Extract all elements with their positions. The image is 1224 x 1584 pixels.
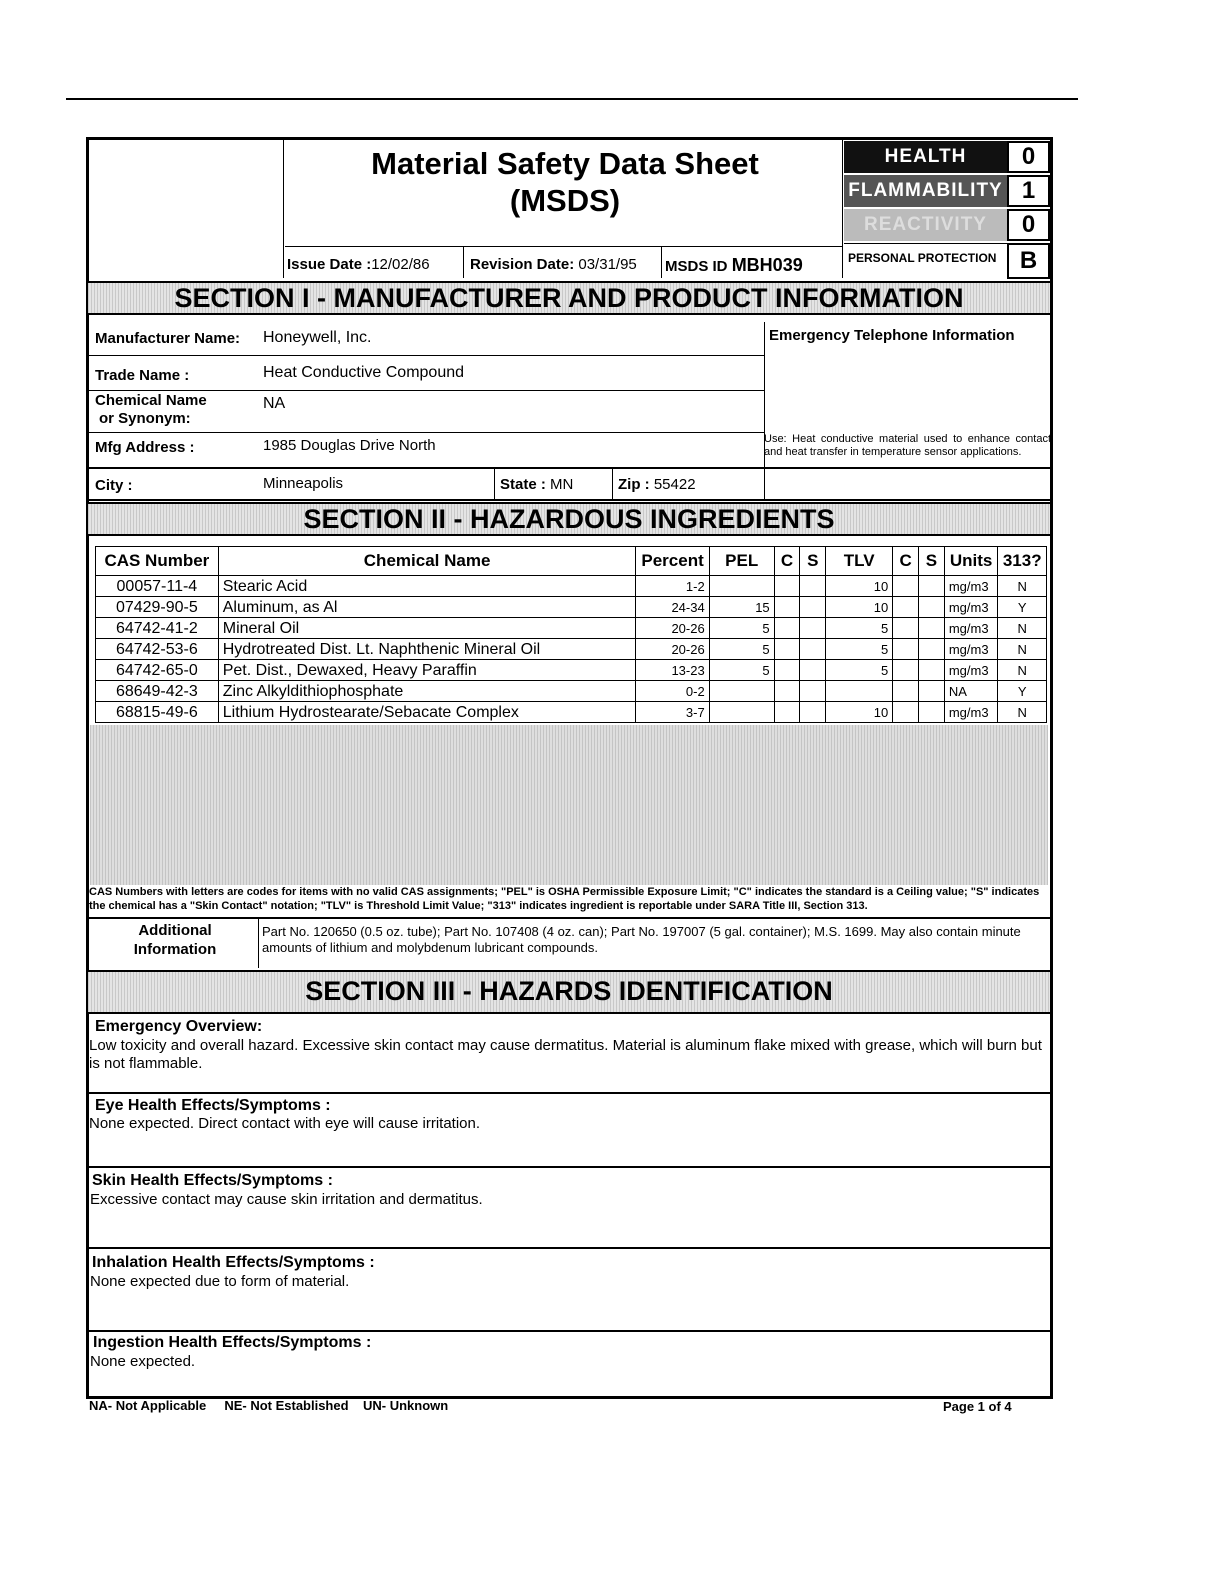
- ingredient-percent: 24-34: [636, 597, 709, 618]
- section-1-heading: SECTION I - MANUFACTURER AND PRODUCT INFORMATION: [88, 281, 1050, 315]
- ingredient-name: Lithium Hydrostearate/Sebacate Complex: [218, 702, 636, 723]
- address-value: 1985 Douglas Drive North: [263, 437, 436, 454]
- ingredient-c2: [893, 702, 919, 723]
- ingredient-percent: 0-2: [636, 681, 709, 702]
- ingredient-s1: [800, 618, 826, 639]
- ingredients-header-row: [96, 547, 1047, 576]
- col-units: Units: [944, 547, 998, 576]
- ingredient-c1: [774, 597, 800, 618]
- ingredient-units: NA: [944, 681, 998, 702]
- ingredient-pel: 5: [709, 660, 774, 681]
- zip-field: Zip : 55422: [618, 476, 696, 493]
- reactivity-value: 0: [1007, 209, 1050, 241]
- ingredient-row: [96, 618, 1047, 639]
- city-label: City :: [95, 477, 133, 494]
- ingredient-pel: 5: [709, 639, 774, 660]
- ingredient-name: Zinc Alkyldithiophosphate: [218, 681, 636, 702]
- ingredient-row: [96, 597, 1047, 618]
- eye-effects-label: Eye Health Effects/Symptoms :: [95, 1097, 331, 1114]
- health-value: 0: [1007, 141, 1050, 173]
- document-title: Material Safety Data Sheet (MSDS): [371, 146, 759, 218]
- eye-effects-text: None expected. Direct contact with eye will cause irritation.: [89, 1115, 481, 1132]
- flammability-value: 1: [1007, 175, 1050, 207]
- state-field: State : MN: [500, 476, 574, 493]
- trade-name-value: Heat Conductive Compound: [263, 364, 465, 381]
- reactivity-label: REACTIVITY: [844, 209, 1007, 241]
- ingredient-name: Hydrotreated Dist. Lt. Naphthenic Mineral Oil: [218, 639, 636, 660]
- ingredient-row: [96, 681, 1047, 702]
- ingredient-s313: Y: [998, 597, 1047, 618]
- ingredient-s1: [800, 660, 826, 681]
- emergency-overview-label: Emergency Overview:: [95, 1018, 263, 1035]
- manufacturer-label: Manufacturer Name:: [95, 330, 241, 347]
- ingredient-c1: [774, 660, 800, 681]
- logo-box: [89, 140, 284, 278]
- ingredient-row: [96, 639, 1047, 660]
- col-313: 313?: [998, 547, 1047, 576]
- ingredients-footnote: CAS Numbers with letters are codes for items with no valid CAS assignments; "PEL" is OSHA Permissible Exposure Limit; "C" indicates the standard is a Ceiling value; "S" indicates the chemical has a "Skin Contact" notation; "TLV" is Threshold Limit Value; "313" indicates ingredient is reportable under SARA Title III, Section 313.: [89, 886, 1040, 912]
- ingredient-units: mg/m3: [944, 702, 998, 723]
- section-3-heading: SECTION III - HAZARDS IDENTIFICATION: [88, 970, 1050, 1014]
- ingredient-tlv: 10: [826, 702, 893, 723]
- footer-legend: NA- Not Applicable NE- Not Established UN- Unknown: [89, 1398, 449, 1413]
- ingredient-tlv: 10: [826, 597, 893, 618]
- ingredient-name: Aluminum, as Al: [218, 597, 636, 618]
- ingredient-s2: [919, 618, 945, 639]
- ingredient-units: mg/m3: [944, 576, 998, 597]
- ingredient-cas: 07429-90-5: [96, 597, 219, 618]
- revision-date: Revision Date: 03/31/95: [470, 256, 637, 273]
- ingredient-name: Mineral Oil: [218, 618, 636, 639]
- col-cas: CAS Number: [96, 547, 219, 576]
- ingredient-c2: [893, 639, 919, 660]
- ingredient-tlv: 5: [826, 660, 893, 681]
- inhalation-effects-text: None expected due to form of material.: [90, 1273, 350, 1290]
- ingredient-percent: 20-26: [636, 639, 709, 660]
- ingredient-s2: [919, 576, 945, 597]
- ingredient-row: [96, 702, 1047, 723]
- ingredient-tlv: 5: [826, 639, 893, 660]
- ingredient-s313: N: [998, 660, 1047, 681]
- skin-effects-text: Excessive contact may cause skin irritation and dermatitus.: [90, 1191, 483, 1208]
- issue-date: Issue Date :12/02/86: [287, 256, 430, 273]
- ingredient-name: Stearic Acid: [218, 576, 636, 597]
- address-label: Mfg Address :: [95, 439, 195, 456]
- additional-info-text: Part No. 120650 (0.5 oz. tube); Part No. 107408 (4 oz. can); Part No. 197007 (5 gal. container); M.S. 1699. May also contain minute amounts of lithium and molybdenum lubricant compounds.: [262, 924, 1021, 955]
- ingredient-percent: 3-7: [636, 702, 709, 723]
- chemical-name-label: Chemical Name or Synonym:: [95, 392, 207, 427]
- ppe-value: B: [1007, 243, 1050, 279]
- ingredient-units: mg/m3: [944, 660, 998, 681]
- ingredient-s1: [800, 576, 826, 597]
- ingredient-cas: 00057-11-4: [96, 576, 219, 597]
- ingredient-c1: [774, 576, 800, 597]
- col-c2: C: [893, 547, 919, 576]
- ingredient-c1: [774, 681, 800, 702]
- ingredient-c1: [774, 618, 800, 639]
- ingredient-tlv: [826, 681, 893, 702]
- ingredient-tlv: 10: [826, 576, 893, 597]
- ppe-label: PERSONAL PROTECTION: [844, 243, 1007, 278]
- ingredient-s2: [919, 681, 945, 702]
- skin-effects-label: Skin Health Effects/Symptoms :: [92, 1172, 333, 1189]
- emergency-phone-label: Emergency Telephone Information: [769, 327, 1015, 344]
- ingestion-effects-label: Ingestion Health Effects/Symptoms :: [93, 1334, 372, 1351]
- ingredient-cas: 64742-41-2: [96, 618, 219, 639]
- ingredient-s1: [800, 597, 826, 618]
- emergency-overview-text: Low toxicity and overall hazard. Excessive skin contact may cause dermatitus. Material is aluminum flake mixed with grease, which will burn but is not flammable.: [89, 1037, 1042, 1072]
- ingredient-cas: 64742-65-0: [96, 660, 219, 681]
- msds-id: MSDS ID MBH039: [665, 255, 803, 275]
- ingredient-c2: [893, 576, 919, 597]
- ingredient-s313: N: [998, 702, 1047, 723]
- flammability-label: FLAMMABILITY: [844, 175, 1007, 207]
- ingredient-c1: [774, 702, 800, 723]
- trade-name-label: Trade Name :: [95, 367, 190, 384]
- ingredients-blank-area: [90, 725, 1048, 885]
- ingestion-effects-text: None expected.: [90, 1353, 196, 1370]
- ingredient-s2: [919, 639, 945, 660]
- ingredient-c2: [893, 618, 919, 639]
- use-description: Use: Heat conductive material used to enhance contact and heat transfer in temperature sensor applications.: [764, 433, 1051, 458]
- ingredient-s313: N: [998, 576, 1047, 597]
- ingredient-s1: [800, 681, 826, 702]
- ingredient-units: mg/m3: [944, 639, 998, 660]
- ingredient-c2: [893, 660, 919, 681]
- ingredient-row: [96, 660, 1047, 681]
- ingredients-table: [95, 546, 1047, 723]
- ingredient-pel: 15: [709, 597, 774, 618]
- ingredient-s1: [800, 639, 826, 660]
- manufacturer-value: Honeywell, Inc.: [263, 329, 372, 346]
- ingredient-s313: Y: [998, 681, 1047, 702]
- col-s1: S: [800, 547, 826, 576]
- ingredient-row: [96, 576, 1047, 597]
- city-value: Minneapolis: [263, 475, 344, 492]
- ingredient-c2: [893, 597, 919, 618]
- ingredient-pel: [709, 681, 774, 702]
- ingredient-tlv: 5: [826, 618, 893, 639]
- ingredient-s2: [919, 597, 945, 618]
- ingredient-s313: N: [998, 618, 1047, 639]
- inhalation-effects-label: Inhalation Health Effects/Symptoms :: [92, 1254, 375, 1271]
- page-number: Page 1 of 4: [943, 1399, 1012, 1414]
- ingredient-pel: [709, 702, 774, 723]
- col-tlv: TLV: [826, 547, 893, 576]
- col-pel: PEL: [709, 547, 774, 576]
- ingredient-units: mg/m3: [944, 597, 998, 618]
- ingredient-percent: 1-2: [636, 576, 709, 597]
- ingredient-pel: [709, 576, 774, 597]
- col-chemical-name: Chemical Name: [218, 547, 636, 576]
- ingredient-pel: 5: [709, 618, 774, 639]
- ingredient-s2: [919, 702, 945, 723]
- ingredient-cas: 68815-49-6: [96, 702, 219, 723]
- top-rule: [66, 98, 1078, 100]
- ingredient-s2: [919, 660, 945, 681]
- ingredient-s313: N: [998, 639, 1047, 660]
- ingredient-cas: 68649-42-3: [96, 681, 219, 702]
- additional-info-label: Additional Information: [133, 922, 217, 958]
- col-s2: S: [919, 547, 945, 576]
- ingredient-c2: [893, 681, 919, 702]
- ingredient-percent: 13-23: [636, 660, 709, 681]
- health-label: HEALTH: [844, 141, 1007, 173]
- ingredient-c1: [774, 639, 800, 660]
- section-2-heading: SECTION II - HAZARDOUS INGREDIENTS: [88, 502, 1050, 536]
- chemical-name-value: NA: [263, 395, 286, 412]
- ingredient-cas: 64742-53-6: [96, 639, 219, 660]
- ingredient-name: Pet. Dist., Dewaxed, Heavy Paraffin: [218, 660, 636, 681]
- ingredient-units: mg/m3: [944, 618, 998, 639]
- ingredient-s1: [800, 702, 826, 723]
- col-percent: Percent: [636, 547, 709, 576]
- ingredient-percent: 20-26: [636, 618, 709, 639]
- col-c1: C: [774, 547, 800, 576]
